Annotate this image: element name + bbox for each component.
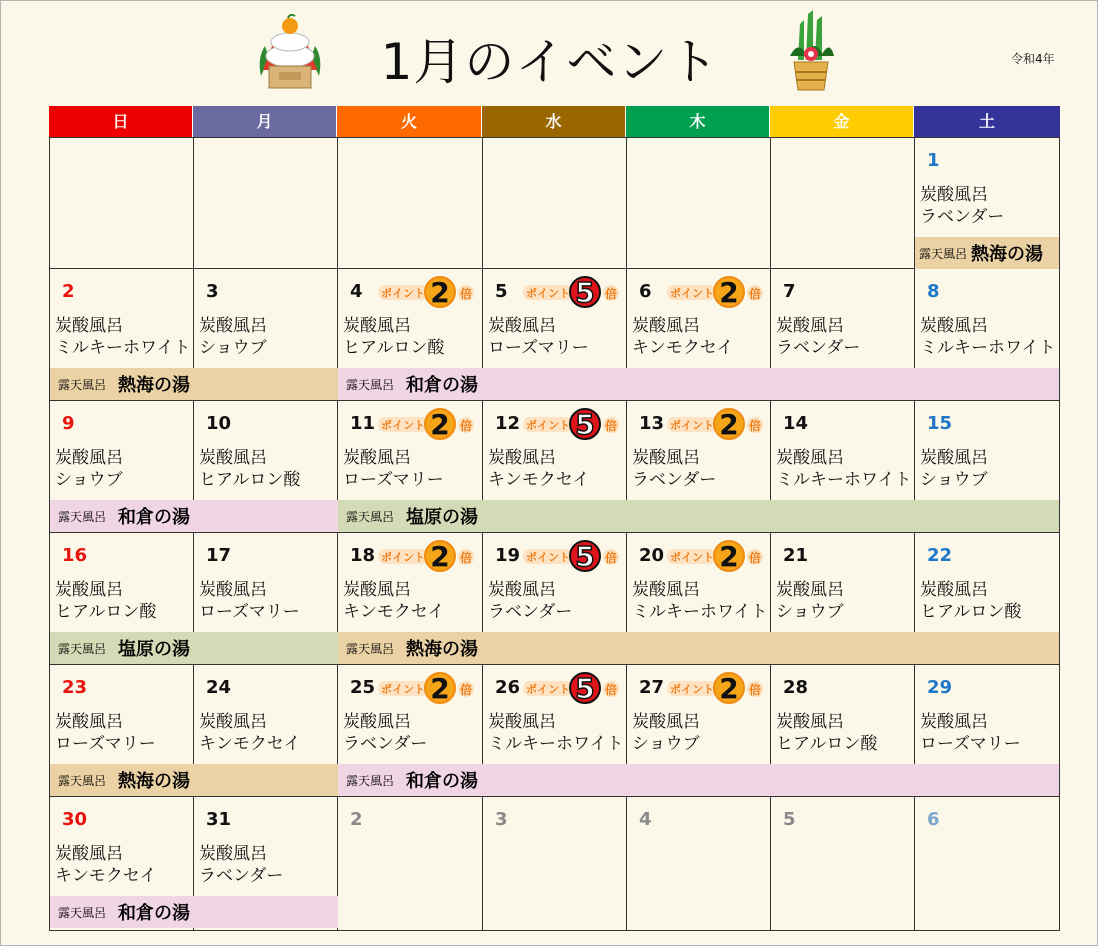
calendar-week <box>49 401 1060 533</box>
outdoor-bath-bar <box>338 764 1059 796</box>
bath-scent: キンモクセイ <box>343 602 445 622</box>
bath-type-label: 炭酸風呂 <box>343 316 411 336</box>
bath-scent: ローズマリー <box>55 734 156 754</box>
point-badge-icon <box>376 672 480 704</box>
outdoor-bath-name: 和倉の湯 <box>406 771 479 792</box>
calendar-week <box>49 797 1060 931</box>
day-number: 3 <box>206 281 219 302</box>
carbonated-bath-info <box>776 447 912 491</box>
bath-type-label: 炭酸風呂 <box>776 712 844 732</box>
svg-text:2: 2 <box>719 408 739 440</box>
bath-scent: ミルキーホワイト <box>776 470 912 490</box>
bath-scent: ショウブ <box>776 602 844 622</box>
bath-scent: ヒアルロン酸 <box>776 734 878 754</box>
bath-type-label: 炭酸風呂 <box>776 580 844 600</box>
bath-scent: ラベンダー <box>920 207 1005 227</box>
outdoor-bath-bar <box>338 368 1059 400</box>
bath-type-label: 炭酸風呂 <box>920 712 988 732</box>
carbonated-bath-info <box>199 711 300 755</box>
day-number: 25 <box>350 677 376 698</box>
day-cell <box>483 797 627 930</box>
calendar-week <box>49 137 1060 269</box>
day-number: 16 <box>62 545 88 566</box>
bath-type-label: 炭酸風呂 <box>632 580 700 600</box>
day-cell <box>627 797 771 930</box>
outdoor-bath-label: 露天風呂 <box>346 773 395 788</box>
day-cell <box>50 138 194 268</box>
bath-scent: ミルキーホワイト <box>488 734 624 754</box>
svg-text:5: 5 <box>575 540 595 572</box>
outdoor-bath-label: 露天風呂 <box>346 509 395 524</box>
weekday-header-cell: 土 <box>914 106 1060 137</box>
svg-text:ポイント: ポイント <box>381 419 425 432</box>
weekday-header-cell: 日 <box>49 106 193 137</box>
outdoor-bath-label: 露天風呂 <box>58 377 107 392</box>
svg-text:2: 2 <box>719 276 739 308</box>
point-badge-icon <box>665 276 769 308</box>
day-number: 11 <box>350 413 376 434</box>
svg-text:2: 2 <box>430 672 450 704</box>
day-number: 18 <box>350 545 376 566</box>
weekday-header-cell: 金 <box>770 106 914 137</box>
carbonated-bath-info <box>632 447 716 491</box>
carbonated-bath-info <box>632 711 700 755</box>
outdoor-bath-name: 熱海の湯 <box>118 771 191 792</box>
outdoor-bath-bar <box>50 500 338 532</box>
day-number: 27 <box>639 677 665 698</box>
day-number: 2 <box>62 281 75 302</box>
point-badge-icon <box>521 672 625 704</box>
carbonated-bath-info <box>488 315 589 359</box>
day-number: 14 <box>783 413 809 434</box>
carbonated-bath-info <box>776 315 860 359</box>
bath-scent: ラベンダー <box>632 470 717 490</box>
bath-type-label: 炭酸風呂 <box>199 844 267 864</box>
weekday-header-cell: 水 <box>482 106 626 137</box>
carbonated-bath-info <box>199 579 300 623</box>
carbonated-bath-info <box>632 315 733 359</box>
bath-scent: ミルキーホワイト <box>920 338 1056 358</box>
day-cell <box>338 797 483 930</box>
point-badge-icon <box>521 408 625 440</box>
outdoor-bath-name: 熱海の湯 <box>118 375 191 396</box>
day-number: 23 <box>62 677 88 698</box>
bath-type-label: 炭酸風呂 <box>343 580 411 600</box>
svg-text:ポイント: ポイント <box>381 551 425 564</box>
point-badge-icon <box>376 408 480 440</box>
bath-scent: ヒアルロン酸 <box>199 470 301 490</box>
carbonated-bath-info <box>343 315 444 359</box>
day-number: 26 <box>495 677 521 698</box>
carbonated-bath-info <box>199 315 267 359</box>
outdoor-bath-label: 露天風呂 <box>58 641 107 656</box>
svg-text:倍: 倍 <box>748 551 762 565</box>
bath-scent: ローズマリー <box>920 734 1021 754</box>
day-number: 5 <box>495 281 508 302</box>
carbonated-bath-info <box>776 579 844 623</box>
day-number: 20 <box>639 545 665 566</box>
bath-scent: ラベンダー <box>343 734 428 754</box>
svg-text:ポイント: ポイント <box>526 683 570 696</box>
outdoor-bath-label: 露天風呂 <box>58 905 107 920</box>
day-number: 4 <box>350 281 363 302</box>
carbonated-bath-info <box>920 579 1021 623</box>
weekday-header-cell: 木 <box>626 106 770 137</box>
bath-scent: ローズマリー <box>199 602 300 622</box>
bath-scent: ラベンダー <box>488 602 573 622</box>
day-number: 3 <box>495 809 508 830</box>
bath-type-label: 炭酸風呂 <box>488 448 556 468</box>
bath-type-label: 炭酸風呂 <box>55 844 123 864</box>
svg-text:ポイント: ポイント <box>670 287 714 300</box>
bath-type-label: 炭酸風呂 <box>920 580 988 600</box>
carbonated-bath-info <box>920 184 1004 228</box>
day-number: 31 <box>206 809 232 830</box>
bath-type-label: 炭酸風呂 <box>55 316 123 336</box>
bath-scent: ショウブ <box>632 734 700 754</box>
day-cell <box>627 138 771 268</box>
svg-text:2: 2 <box>430 408 450 440</box>
bath-type-label: 炭酸風呂 <box>920 185 988 205</box>
outdoor-bath-label: 露天風呂 <box>346 641 395 656</box>
bath-type-label: 炭酸風呂 <box>55 580 123 600</box>
day-number: 13 <box>639 413 665 434</box>
weekday-header-cell: 火 <box>337 106 482 137</box>
outdoor-bath-label: 露天風呂 <box>58 773 107 788</box>
carbonated-bath-info <box>343 579 444 623</box>
carbonated-bath-info <box>632 579 768 623</box>
day-number: 2 <box>350 809 363 830</box>
bath-scent: キンモクセイ <box>488 470 590 490</box>
page-title: 1月のイベント <box>380 33 720 91</box>
day-number: 6 <box>639 281 652 302</box>
outdoor-bath-label: 露天風呂 <box>58 509 107 524</box>
bath-type-label: 炭酸風呂 <box>920 448 988 468</box>
calendar-weeks <box>49 137 1060 931</box>
bath-scent: キンモクセイ <box>55 866 157 886</box>
day-cell <box>771 797 915 930</box>
point-badge-icon <box>521 276 625 308</box>
svg-text:倍: 倍 <box>604 419 618 433</box>
bath-type-label: 炭酸風呂 <box>199 448 267 468</box>
bath-type-label: 炭酸風呂 <box>199 580 267 600</box>
day-number: 29 <box>927 677 953 698</box>
bath-scent: ヒアルロン酸 <box>920 602 1022 622</box>
outdoor-bath-bar <box>50 764 338 796</box>
carbonated-bath-info <box>343 711 427 755</box>
bath-type-label: 炭酸風呂 <box>199 316 267 336</box>
day-cell <box>771 138 915 268</box>
carbonated-bath-info <box>920 447 988 491</box>
carbonated-bath-info <box>55 315 191 359</box>
outdoor-bath-name: 和倉の湯 <box>118 903 191 924</box>
point-badge-icon <box>665 540 769 572</box>
carbonated-bath-info <box>343 447 444 491</box>
day-number: 22 <box>927 545 953 566</box>
day-number: 6 <box>927 809 940 830</box>
day-number: 10 <box>206 413 232 434</box>
svg-text:2: 2 <box>430 276 450 308</box>
carbonated-bath-info <box>488 579 572 623</box>
bath-type-label: 炭酸風呂 <box>488 316 556 336</box>
bath-type-label: 炭酸風呂 <box>488 712 556 732</box>
bath-type-label: 炭酸風呂 <box>632 448 700 468</box>
day-cell <box>194 138 338 268</box>
bath-type-label: 炭酸風呂 <box>920 316 988 336</box>
day-cell <box>483 138 627 268</box>
outdoor-bath-name: 熱海の湯 <box>971 244 1044 265</box>
bath-scent: ミルキーホワイト <box>55 338 191 358</box>
svg-text:倍: 倍 <box>748 683 762 697</box>
svg-text:倍: 倍 <box>604 551 618 565</box>
carbonated-bath-info <box>920 315 1056 359</box>
bath-scent: ショウブ <box>199 338 267 358</box>
point-badge-icon <box>376 540 480 572</box>
svg-text:2: 2 <box>719 672 739 704</box>
point-badge-icon <box>665 408 769 440</box>
day-number: 17 <box>206 545 232 566</box>
svg-text:5: 5 <box>575 276 595 308</box>
bath-scent: ラベンダー <box>199 866 284 886</box>
calendar-grid <box>49 106 1060 931</box>
bath-scent: ヒアルロン酸 <box>55 602 157 622</box>
svg-text:倍: 倍 <box>459 683 473 697</box>
era-label: 令和4年 <box>1011 52 1055 66</box>
bath-scent: ショウブ <box>55 470 123 490</box>
svg-text:倍: 倍 <box>459 419 473 433</box>
outdoor-bath-label: 露天風呂 <box>919 246 968 261</box>
svg-text:倍: 倍 <box>748 419 762 433</box>
bath-type-label: 炭酸風呂 <box>55 448 123 468</box>
outdoor-bath-bar <box>50 896 338 928</box>
outdoor-bath-name: 和倉の湯 <box>406 375 479 396</box>
day-number: 28 <box>783 677 809 698</box>
outdoor-bath-label: 露天風呂 <box>346 377 395 392</box>
carbonated-bath-info <box>55 579 156 623</box>
carbonated-bath-info <box>776 711 877 755</box>
bath-type-label: 炭酸風呂 <box>343 712 411 732</box>
carbonated-bath-info <box>55 447 123 491</box>
svg-text:ポイント: ポイント <box>670 419 714 432</box>
day-number: 24 <box>206 677 232 698</box>
day-number: 9 <box>62 413 75 434</box>
bath-type-label: 炭酸風呂 <box>55 712 123 732</box>
carbonated-bath-info <box>199 843 283 887</box>
weekday-header <box>49 106 1060 137</box>
point-badge-icon <box>665 672 769 704</box>
svg-text:倍: 倍 <box>604 683 618 697</box>
outdoor-bath-bar <box>50 632 338 664</box>
svg-text:2: 2 <box>719 540 739 572</box>
day-number: 7 <box>783 281 796 302</box>
day-number: 15 <box>927 413 953 434</box>
carbonated-bath-info <box>488 447 589 491</box>
outdoor-bath-name: 塩原の湯 <box>118 639 191 660</box>
svg-text:ポイント: ポイント <box>526 419 570 432</box>
carbonated-bath-info <box>920 711 1021 755</box>
kadomatsu-icon <box>784 10 838 94</box>
outdoor-bath-name: 塩原の湯 <box>406 507 479 528</box>
point-badge-icon <box>521 540 625 572</box>
svg-text:ポイント: ポイント <box>670 551 714 564</box>
bath-scent: ローズマリー <box>343 470 444 490</box>
day-number: 21 <box>783 545 809 566</box>
svg-text:ポイント: ポイント <box>526 287 570 300</box>
carbonated-bath-info <box>55 843 156 887</box>
bath-scent: ローズマリー <box>488 338 589 358</box>
carbonated-bath-info <box>199 447 300 491</box>
svg-text:ポイント: ポイント <box>670 683 714 696</box>
svg-text:ポイント: ポイント <box>381 287 425 300</box>
outdoor-bath-name: 熱海の湯 <box>406 639 479 660</box>
day-number: 8 <box>927 281 940 302</box>
svg-text:倍: 倍 <box>748 287 762 301</box>
outdoor-bath-bar <box>338 632 1059 664</box>
day-cell <box>915 797 1059 930</box>
weekday-header-cell: 月 <box>193 106 337 137</box>
outdoor-bath-bar <box>915 237 1059 269</box>
day-number: 1 <box>927 150 940 171</box>
day-number: 19 <box>495 545 521 566</box>
bath-scent: ショウブ <box>920 470 988 490</box>
calendar-week <box>49 533 1060 665</box>
outdoor-bath-name: 和倉の湯 <box>118 507 191 528</box>
svg-text:ポイント: ポイント <box>526 551 570 564</box>
bath-scent: キンモクセイ <box>199 734 301 754</box>
bath-scent: キンモクセイ <box>632 338 734 358</box>
bath-scent: ミルキーホワイト <box>632 602 768 622</box>
outdoor-bath-bar <box>338 500 1059 532</box>
svg-text:倍: 倍 <box>459 287 473 301</box>
bath-type-label: 炭酸風呂 <box>632 712 700 732</box>
carbonated-bath-info <box>55 711 156 755</box>
bath-type-label: 炭酸風呂 <box>776 316 844 336</box>
svg-text:倍: 倍 <box>604 287 618 301</box>
svg-text:5: 5 <box>575 672 595 704</box>
svg-text:5: 5 <box>575 408 595 440</box>
carbonated-bath-info <box>488 711 624 755</box>
svg-text:倍: 倍 <box>459 551 473 565</box>
day-cell <box>338 138 483 268</box>
calendar-week <box>49 269 1060 401</box>
day-number: 5 <box>783 809 796 830</box>
bath-type-label: 炭酸風呂 <box>488 580 556 600</box>
svg-text:ポイント: ポイント <box>381 683 425 696</box>
bath-scent: ヒアルロン酸 <box>343 338 445 358</box>
day-number: 30 <box>62 809 88 830</box>
bath-type-label: 炭酸風呂 <box>199 712 267 732</box>
svg-text:2: 2 <box>430 540 450 572</box>
bath-type-label: 炭酸風呂 <box>632 316 700 336</box>
day-number: 4 <box>639 809 652 830</box>
bath-type-label: 炭酸風呂 <box>776 448 844 468</box>
bath-scent: ラベンダー <box>776 338 861 358</box>
outdoor-bath-bar <box>50 368 338 400</box>
day-number: 12 <box>495 413 521 434</box>
bath-type-label: 炭酸風呂 <box>343 448 411 468</box>
point-badge-icon <box>376 276 480 308</box>
kagami-mochi-icon <box>255 10 325 94</box>
calendar-week <box>49 665 1060 797</box>
